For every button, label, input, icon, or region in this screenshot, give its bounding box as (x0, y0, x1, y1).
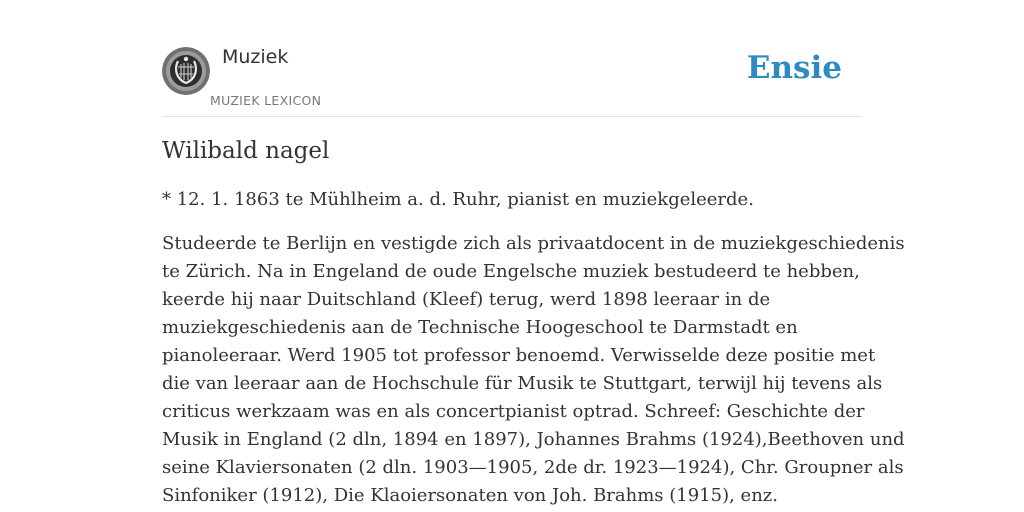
body-line: keerde hij naar Duitschland (Kleef) terug, werd 1898 leeraar in de (162, 289, 771, 310)
article-body (162, 230, 905, 510)
publication-header (162, 44, 862, 117)
body-line: te Zürich. Na in Engeland de oude Engelsche muziek bestudeerd te hebben, (162, 261, 860, 282)
body-line: muziekgeschiedenis aan de Technische Hoogeschool te Darmstadt en (162, 317, 798, 338)
publication-avatar[interactable] (162, 47, 210, 95)
body-line: Studeerde te Berlijn en vestigde zich als privaatdocent in de muziekgeschiedenis (162, 233, 905, 254)
site-logo[interactable]: Ensie (746, 50, 842, 86)
article-intro: * 12. 1. 1863 te Mühlheim a. d. Ruhr, pianist en muziekgeleerde. (162, 189, 754, 210)
body-line: seine Klaviersonaten (2 dln. 1903—1905, 2de dr. 1923—1924), Chr. Groupner als (162, 457, 904, 478)
body-line: Sinfoniker (1912), Die Klaoiersonaten von Joh. Brahms (1915), enz. (162, 485, 778, 506)
publication-name[interactable]: Muziek (222, 46, 289, 68)
lyre-emblem-icon (162, 47, 210, 95)
publication-subtitle: MUZIEK LEXICON (210, 93, 322, 108)
body-line: Musik in England (2 dln, 1894 en 1897), Johannes Brahms (1924),Beethoven und (162, 429, 905, 450)
body-line: criticus werkzaam was en als concertpianist optrad. Schreef: Geschichte der (162, 401, 865, 422)
article-title: Wilibald nagel (162, 138, 330, 164)
body-line: die van leeraar aan de Hochschule für Musik te Stuttgart, terwijl hij tevens als (162, 373, 883, 394)
article (162, 138, 905, 510)
body-line: pianoleeraar. Werd 1905 tot professor benoemd. Verwisselde deze positie met (162, 345, 876, 366)
